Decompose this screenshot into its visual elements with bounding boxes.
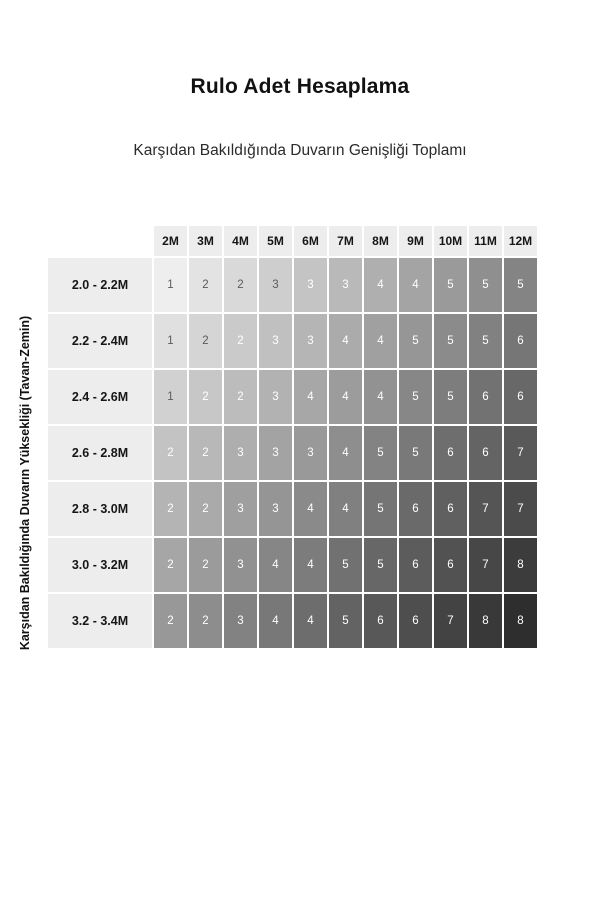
heatmap-cell: 3 xyxy=(329,258,362,312)
column-header: 5M xyxy=(259,226,292,256)
heatmap-cell: 6 xyxy=(399,482,432,536)
heatmap-cell: 8 xyxy=(504,594,537,648)
chart-subtitle: Karşıdan Bakıldığında Duvarın Genişliği Toplamı xyxy=(133,142,467,159)
heatmap-cell: 3 xyxy=(294,314,327,368)
heatmap-cell: 6 xyxy=(434,482,467,536)
heatmap-cell: 6 xyxy=(399,594,432,648)
heatmap-cell: 2 xyxy=(189,314,222,368)
page-title: Rulo Adet Hesaplama xyxy=(190,75,410,98)
heatmap-cell: 2 xyxy=(189,258,222,312)
column-header: 2M xyxy=(154,226,187,256)
heatmap-cell: 2 xyxy=(224,314,257,368)
heatmap-cell: 5 xyxy=(469,314,502,368)
row-header: 3.0 - 3.2M xyxy=(48,538,152,592)
heatmap-cell: 4 xyxy=(399,258,432,312)
column-header: 10M xyxy=(434,226,467,256)
heatmap-cell: 3 xyxy=(259,258,292,312)
table-row xyxy=(48,594,537,648)
table-row xyxy=(48,426,537,480)
heatmap-cell: 1 xyxy=(154,258,187,312)
heatmap-cell: 5 xyxy=(399,426,432,480)
heatmap-cell: 3 xyxy=(224,538,257,592)
column-header: 7M xyxy=(329,226,362,256)
column-header: 3M xyxy=(189,226,222,256)
heatmap-cell: 4 xyxy=(259,538,292,592)
column-header: 12M xyxy=(504,226,537,256)
heatmap-cell: 2 xyxy=(224,370,257,424)
table-row xyxy=(48,538,537,592)
heatmap-cell: 7 xyxy=(504,482,537,536)
table-header-row xyxy=(48,226,537,256)
table-row xyxy=(48,314,537,368)
heatmap-cell: 2 xyxy=(154,594,187,648)
heatmap-cell: 4 xyxy=(364,258,397,312)
heatmap-cell: 2 xyxy=(154,538,187,592)
heatmap-cell: 2 xyxy=(224,258,257,312)
heatmap-cell: 4 xyxy=(329,426,362,480)
row-header: 2.6 - 2.8M xyxy=(48,426,152,480)
heatmap-cell: 5 xyxy=(329,594,362,648)
column-header: 9M xyxy=(399,226,432,256)
heatmap-cell: 2 xyxy=(189,370,222,424)
y-axis-label-text: Karşıdan Bakıldığında Duvarın Yüksekliği (Tavan-Zemin) xyxy=(18,315,33,651)
heatmap-cell: 4 xyxy=(329,314,362,368)
y-axis-label xyxy=(14,268,36,698)
heatmap-cell: 4 xyxy=(294,482,327,536)
column-header: 4M xyxy=(224,226,257,256)
heatmap-cell: 2 xyxy=(189,482,222,536)
table-row xyxy=(48,258,537,312)
heatmap-cell: 6 xyxy=(434,538,467,592)
heatmap-cell: 2 xyxy=(154,426,187,480)
heatmap-cell: 3 xyxy=(259,426,292,480)
heatmap-cell: 6 xyxy=(399,538,432,592)
heatmap-cell: 4 xyxy=(294,594,327,648)
heatmap-cell: 7 xyxy=(469,482,502,536)
table-row xyxy=(48,482,537,536)
heatmap-cell: 3 xyxy=(224,482,257,536)
heatmap-cell: 5 xyxy=(364,426,397,480)
heatmap-cell: 5 xyxy=(434,258,467,312)
heatmap-cell: 6 xyxy=(434,426,467,480)
heatmap-cell: 5 xyxy=(469,258,502,312)
heatmap-cell: 1 xyxy=(154,314,187,368)
heatmap-cell: 2 xyxy=(189,594,222,648)
row-header: 2.4 - 2.6M xyxy=(48,370,152,424)
heatmap-cell: 5 xyxy=(399,370,432,424)
heatmap-cell: 5 xyxy=(364,482,397,536)
heatmap-cell: 8 xyxy=(504,538,537,592)
heatmap-cell: 4 xyxy=(364,370,397,424)
heatmap-cell: 6 xyxy=(364,594,397,648)
heatmap-cell: 7 xyxy=(504,426,537,480)
heatmap-cell: 2 xyxy=(154,482,187,536)
row-header: 3.2 - 3.4M xyxy=(48,594,152,648)
heatmap-cell: 3 xyxy=(259,482,292,536)
heatmap-grid xyxy=(46,224,539,650)
heatmap-cell: 3 xyxy=(224,594,257,648)
column-header: 6M xyxy=(294,226,327,256)
heatmap-cell: 3 xyxy=(294,426,327,480)
table-row xyxy=(48,370,537,424)
heatmap-cell: 5 xyxy=(399,314,432,368)
heatmap-cell: 3 xyxy=(294,258,327,312)
heatmap-cell: 5 xyxy=(364,538,397,592)
matrix-table xyxy=(46,224,539,650)
heatmap-cell: 4 xyxy=(294,370,327,424)
heatmap-cell: 3 xyxy=(224,426,257,480)
heatmap-cell: 5 xyxy=(434,314,467,368)
column-header: 11M xyxy=(469,226,502,256)
heatmap-cell: 8 xyxy=(469,594,502,648)
heatmap-cell: 4 xyxy=(364,314,397,368)
heatmap-cell: 2 xyxy=(189,538,222,592)
heatmap-cell: 6 xyxy=(469,426,502,480)
heatmap-cell: 3 xyxy=(259,314,292,368)
heatmap-cell: 4 xyxy=(259,594,292,648)
column-header: 8M xyxy=(364,226,397,256)
row-header: 2.8 - 3.0M xyxy=(48,482,152,536)
heatmap-cell: 7 xyxy=(434,594,467,648)
row-header: 2.0 - 2.2M xyxy=(48,258,152,312)
heatmap-cell: 5 xyxy=(434,370,467,424)
heatmap-cell: 5 xyxy=(504,258,537,312)
row-header: 2.2 - 2.4M xyxy=(48,314,152,368)
heatmap-cell: 7 xyxy=(469,538,502,592)
heatmap-cell: 6 xyxy=(469,370,502,424)
heatmap-cell: 3 xyxy=(259,370,292,424)
heatmap-cell: 4 xyxy=(329,370,362,424)
heatmap-cell: 6 xyxy=(504,370,537,424)
heatmap-cell: 4 xyxy=(294,538,327,592)
heatmap-cell: 2 xyxy=(189,426,222,480)
heatmap-cell: 5 xyxy=(329,538,362,592)
heatmap-cell: 1 xyxy=(154,370,187,424)
heatmap-cell: 4 xyxy=(329,482,362,536)
matrix-body xyxy=(48,258,537,648)
corner-spacer xyxy=(48,226,152,256)
heatmap-cell: 6 xyxy=(504,314,537,368)
